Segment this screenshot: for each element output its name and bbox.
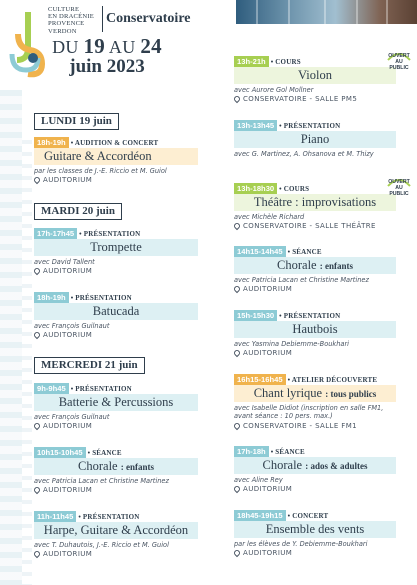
event-performers: avec G. Martinez, A. Ohsanova et M. Thizy	[234, 150, 374, 158]
event-type: • PRÉSENTATION	[70, 294, 132, 302]
event-performers: avec François Guilnaut	[34, 413, 110, 421]
event-performers: par les élèves de Y. Debiemme-Boukhari	[234, 540, 368, 548]
event-time: 9h-9h45	[34, 383, 69, 394]
event-title	[234, 385, 396, 402]
pin-icon	[33, 486, 41, 494]
event-time: 11h-11h45	[34, 511, 76, 522]
event-location: AUDITORIUM	[243, 285, 293, 294]
event-performers: avec Patricia Lacan et Christine Martinez	[34, 477, 169, 485]
event-chant-lyrique	[234, 374, 396, 431]
event-type: • COURS	[279, 185, 310, 193]
pin-icon	[33, 422, 41, 430]
header-divider	[102, 6, 103, 32]
event-location: AUDITORIUM	[43, 267, 93, 276]
dates-month-year: juin 2023	[69, 56, 145, 77]
event-location: AUDITORIUM	[243, 549, 293, 558]
badge-line2: AU	[395, 185, 403, 191]
event-time: 13h-13h45	[234, 120, 277, 131]
org-line: CULTURE	[48, 6, 80, 13]
event-time: 14h15-14h45	[234, 246, 286, 257]
event-type: • SÉANCE	[287, 248, 322, 256]
day-header-mercredi: MERCREDI 21 juin	[34, 357, 145, 374]
event-violon	[234, 56, 396, 104]
event-performers: avec Aline Rey	[234, 476, 283, 484]
badge-line3: PUBLIC	[389, 65, 409, 71]
event-type: • PRÉSENTATION	[79, 230, 141, 238]
page-title: Conservatoire	[106, 11, 191, 26]
event-title-audience: : enfants	[120, 462, 154, 472]
event-title-main: Chorale	[262, 458, 303, 472]
event-time: 17h-17h45	[34, 228, 77, 239]
event-performers: avec Yasmina Debiemme-Boukhari	[234, 340, 349, 348]
event-location: AUDITORIUM	[43, 176, 93, 185]
pin-icon	[33, 331, 41, 339]
event-title: Trompette	[34, 239, 198, 256]
pin-icon	[233, 222, 241, 230]
event-time: 13h-21h	[234, 56, 269, 67]
pin-icon	[233, 485, 241, 493]
event-type: • SÉANCE	[270, 448, 305, 456]
event-title	[234, 457, 396, 474]
event-location: AUDITORIUM	[43, 486, 93, 495]
event-title	[34, 458, 198, 475]
event-title-main: Chorale	[277, 258, 317, 272]
event-guitare	[34, 137, 198, 185]
event-type: • PRÉSENTATION	[70, 385, 132, 393]
event-batterie	[34, 383, 198, 431]
event-title: Piano	[234, 131, 396, 148]
decorative-stripes	[0, 90, 22, 585]
pin-icon	[233, 422, 241, 430]
day-header-lundi: LUNDI 19 juin	[34, 113, 119, 130]
pin-icon	[233, 549, 241, 557]
event-trompette	[34, 228, 198, 276]
organization-name	[48, 6, 106, 35]
open-to-public-badge	[384, 172, 414, 202]
event-location: AUDITORIUM	[43, 422, 93, 431]
event-title-main: Chorale	[78, 459, 118, 473]
event-type: • CONCERT	[287, 512, 329, 520]
event-time: 18h-19h	[34, 292, 69, 303]
org-line: PROVENCE	[48, 20, 85, 28]
org-line: EN DRACÉNIE	[48, 13, 94, 21]
pin-icon	[33, 550, 41, 558]
event-time: 15h-15h30	[234, 310, 277, 321]
event-title-audience: : tous publics	[325, 389, 377, 399]
event-chorale-ados-adultes	[234, 446, 396, 494]
event-chorale-enfants-apres-midi	[234, 246, 396, 294]
event-performers: avec Aurore Gol Mollner	[234, 86, 314, 94]
event-title: Théâtre : improvisations	[234, 194, 396, 211]
header-photo	[236, 0, 417, 24]
decorative-stripes-inner	[22, 140, 32, 585]
dates-day1: 19	[83, 34, 106, 58]
event-title: Violon	[234, 67, 396, 84]
badge-line1: OUVERT	[388, 53, 410, 59]
event-type: • AUDITION & CONCERT	[70, 139, 159, 147]
event-performers: avec David Tallent	[34, 258, 95, 266]
event-hautbois	[234, 310, 396, 358]
event-time: 16h15-16h45	[234, 374, 286, 385]
event-type: • PRÉSENTATION	[78, 513, 140, 521]
pin-icon	[33, 267, 41, 275]
event-title-audience: : enfants	[319, 261, 353, 271]
event-theatre	[234, 183, 396, 231]
event-ensemble-vents	[234, 510, 396, 558]
badge-line1: OUVERT	[388, 179, 410, 185]
event-type: • PRÉSENTATION	[279, 122, 341, 130]
event-title: Guitare & Accordéon	[34, 148, 198, 165]
event-time: 17h-18h	[234, 446, 269, 457]
event-performers: avec Michèle Richard	[234, 213, 305, 221]
event-title-audience: : ados & adultes	[305, 461, 368, 471]
badge-line2: AU	[395, 59, 403, 65]
event-location: AUDITORIUM	[43, 550, 93, 559]
badge-line3: PUBLIC	[389, 191, 409, 197]
event-dates	[52, 36, 162, 77]
event-performers: avec François Guilnaut	[34, 322, 110, 330]
event-title	[234, 257, 396, 274]
event-type: • PRÉSENTATION	[279, 312, 341, 320]
dates-mid: AU	[108, 37, 136, 57]
pin-icon	[233, 349, 241, 357]
event-performers: avec T. Duhautois, J.-E. Riccio et M. Guiol	[34, 541, 169, 549]
event-time: 13h-18h30	[234, 183, 277, 194]
event-location: AUDITORIUM	[243, 485, 293, 494]
event-time: 10h15-10h45	[34, 447, 86, 458]
dates-prefix: DU	[52, 37, 79, 57]
event-type: • SÉANCE	[87, 449, 122, 457]
event-time: 18h45-19h15	[234, 510, 286, 521]
event-location: CONSERVATOIRE - SALLE PM5	[243, 95, 358, 104]
event-piano	[234, 120, 396, 158]
event-location: AUDITORIUM	[243, 349, 293, 358]
event-location: AUDITORIUM	[43, 331, 93, 340]
org-line: VERDON	[48, 27, 77, 35]
event-title: Ensemble des vents	[234, 521, 396, 538]
event-performers: par les classes de J.-E. Riccio et M. Guiol	[34, 167, 167, 175]
pin-icon	[233, 95, 241, 103]
dates-day2: 24	[140, 34, 162, 58]
pin-icon	[33, 176, 41, 184]
event-time: 18h-19h	[34, 137, 69, 148]
pin-icon	[233, 285, 241, 293]
event-registration-note: avant séance : 10 pers. max.)	[234, 412, 333, 421]
event-type: • COURS	[270, 58, 301, 66]
event-chorale-enfants-matin	[34, 447, 198, 495]
event-type: • ATELIER DÉCOUVERTE	[287, 376, 378, 384]
event-location: CONSERVATOIRE - SALLE THÉÂTRE	[243, 222, 376, 231]
event-title-main: Chant lyrique	[253, 386, 323, 400]
event-title: Hautbois	[234, 321, 396, 338]
event-batucada	[34, 292, 198, 340]
event-location: CONSERVATOIRE - SALLE FM1	[243, 421, 358, 430]
event-title: Harpe, Guitare & Accordéon	[34, 522, 198, 539]
conservatoire-logo	[8, 8, 50, 78]
day-header-mardi: MARDI 20 juin	[34, 203, 122, 220]
event-performers: avec Patricia Lacan et Christine Martinez	[234, 276, 369, 284]
open-to-public-badge	[384, 46, 414, 76]
event-performers: avec Isabelle Didiot (inscription en salle FM1,	[234, 404, 384, 412]
event-title: Batucada	[34, 303, 198, 320]
event-harpe	[34, 511, 198, 559]
event-title: Batterie & Percussions	[34, 394, 198, 411]
